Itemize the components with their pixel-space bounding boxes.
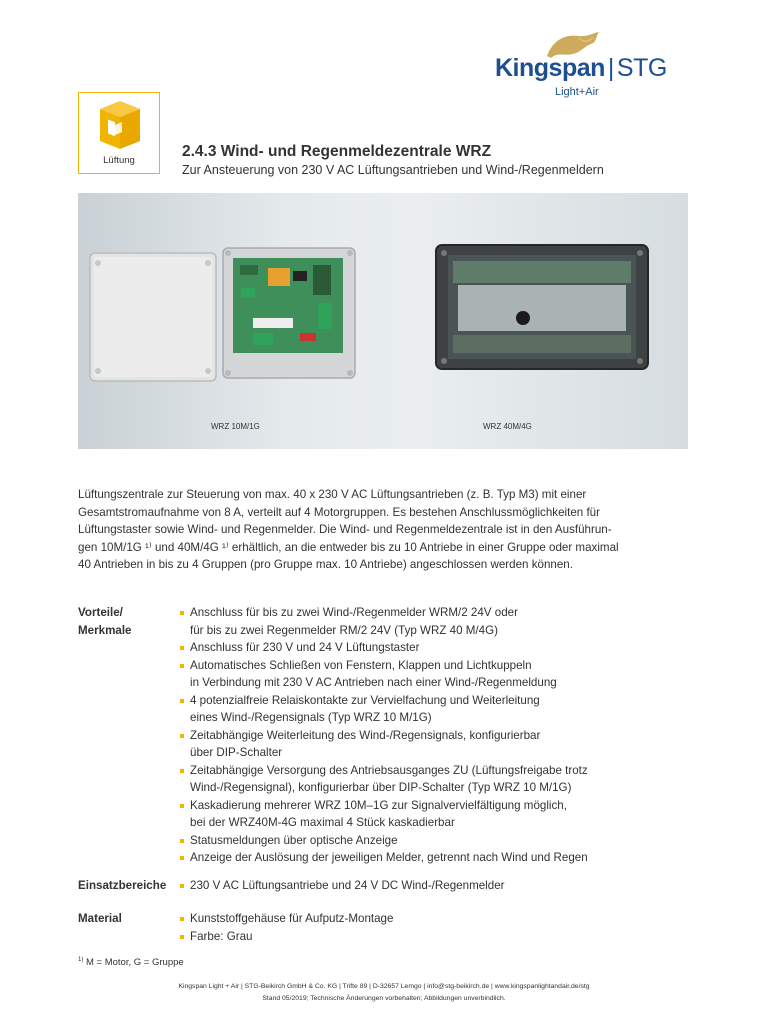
page-subtitle: Zur Ansteuerung von 230 V AC Lüftungsantrieben und Wind-/Regenmeldern xyxy=(182,163,604,177)
window-ventilation-icon xyxy=(92,99,148,151)
list-item: Automatisches Schließen von Fenstern, Klappen und Lichtkuppeln in Verbindung mit 230 V AC Antrieben nach einer Wind-/Regenmeldung xyxy=(180,657,588,692)
list-item: Farbe: Grau xyxy=(180,928,393,946)
features-list xyxy=(180,604,588,867)
material-list xyxy=(180,910,393,945)
list-item: Statusmeldungen über optische Anzeige xyxy=(180,832,588,850)
wrz40-image xyxy=(436,245,648,369)
list-item: Kunststoffgehäuse für Aufputz-Montage xyxy=(180,910,393,928)
list-item: Anschluss für bis zu zwei Wind-/Regenmelder WRM/2 24V oder für bis zu zwei Regenmelder RM/2 24V (Typ WRZ 40 M/4G) xyxy=(180,604,588,639)
list-item: Kaskadierung mehrerer WRZ 10M–1G zur Signalvervielfältigung möglich, bei der WRZ40M-4G maximal 4 Stück kaskadierbar xyxy=(180,797,588,832)
usage-list xyxy=(180,877,505,895)
intro-line: 40 Antrieben in bis zu 4 Gruppen (pro Gruppe max. 10 Antriebe) angeschlossen werden können. xyxy=(78,558,573,571)
list-item: Zeitabhängige Weiterleitung des Wind-/Regensignals, konfigurierbar über DIP-Schalter xyxy=(180,727,588,762)
footer-contact: Kingspan Light + Air | STG-Beikirch GmbH & Co. KG | Trifte 89 | D-32657 Lemgo | info@stg-beikirch.de | www.kingspanlightandair.de/stg xyxy=(178,983,590,990)
caption-wrz10: WRZ 10M/1G xyxy=(211,422,260,431)
logo-subtitle: Light+Air xyxy=(555,86,599,98)
footer-disclaimer: Stand 05/2019; Technische Änderungen vorbehalten; Abbildungen unverbindlich. xyxy=(262,995,506,1002)
wrz10-lid-image xyxy=(90,253,216,381)
features-label: Vorteile/ Merkmale xyxy=(78,606,132,637)
product-photo xyxy=(78,193,688,449)
category-badge xyxy=(78,92,160,174)
list-item: Anzeige der Auslösung der jeweiligen Melder, getrennt nach Wind und Regen xyxy=(180,849,588,867)
intro-paragraph xyxy=(78,486,690,574)
footnote: $^{1)}$ M = Motor, G = Gruppe xyxy=(78,957,184,969)
intro-line: Lüftungstaster sowie Wind- und Regenmelder. Die Wind- und Regenmeldezentrale ist in den Ausführun- xyxy=(78,523,612,536)
intro-line: Gesamtstromaufnahme von 8 A, verteilt auf 4 Motorgruppen. Es bestehen Anschlussmöglichkeiten für xyxy=(78,505,600,519)
list-item: 4 potenzialfreie Relaiskontakte zur Vervielfachung und Weiterleitung eines Wind-/Regensignals (Typ WRZ 10 M/1G) xyxy=(180,692,588,727)
intro-line: Lüftungszentrale zur Steuerung von max. 40 x 230 V AC Lüftungsantrieben (z. B. Typ M3) mit einer xyxy=(78,488,587,501)
list-item: 230 V AC Lüftungsantriebe und 24 V DC Wind-/Regenmelder xyxy=(180,877,505,895)
page-title: 2.4.3 Wind- und Regenmeldezentrale WRZ xyxy=(182,143,492,160)
material-label: Material xyxy=(78,912,122,925)
kingspan-stg-logo xyxy=(495,30,695,100)
intro-line: gen 10M/1G ¹⁾ und 40M/4G ¹⁾ erhältlich, an die entweder bis zu 10 Antriebe in einer Gruppe oder maximal xyxy=(78,540,619,554)
logo-brand: Kingspan | STG xyxy=(495,54,667,82)
list-item: Anschluss für 230 V und 24 V Lüftungstaster xyxy=(180,639,588,657)
caption-wrz40: WRZ 40M/4G xyxy=(483,422,532,431)
list-item: Zeitabhängige Versorgung des Antriebsausganges ZU (Lüftungsfreigabe trotz Wind-/Regensignal), konfigurierbar über DIP-Schalter (Typ WRZ 10 M/1G) xyxy=(180,762,588,797)
category-label: Lüftung xyxy=(103,155,135,166)
product-illustration xyxy=(78,193,688,449)
wrz10-open-image xyxy=(223,248,355,378)
usage-label: Einsatzbereiche xyxy=(78,879,167,892)
